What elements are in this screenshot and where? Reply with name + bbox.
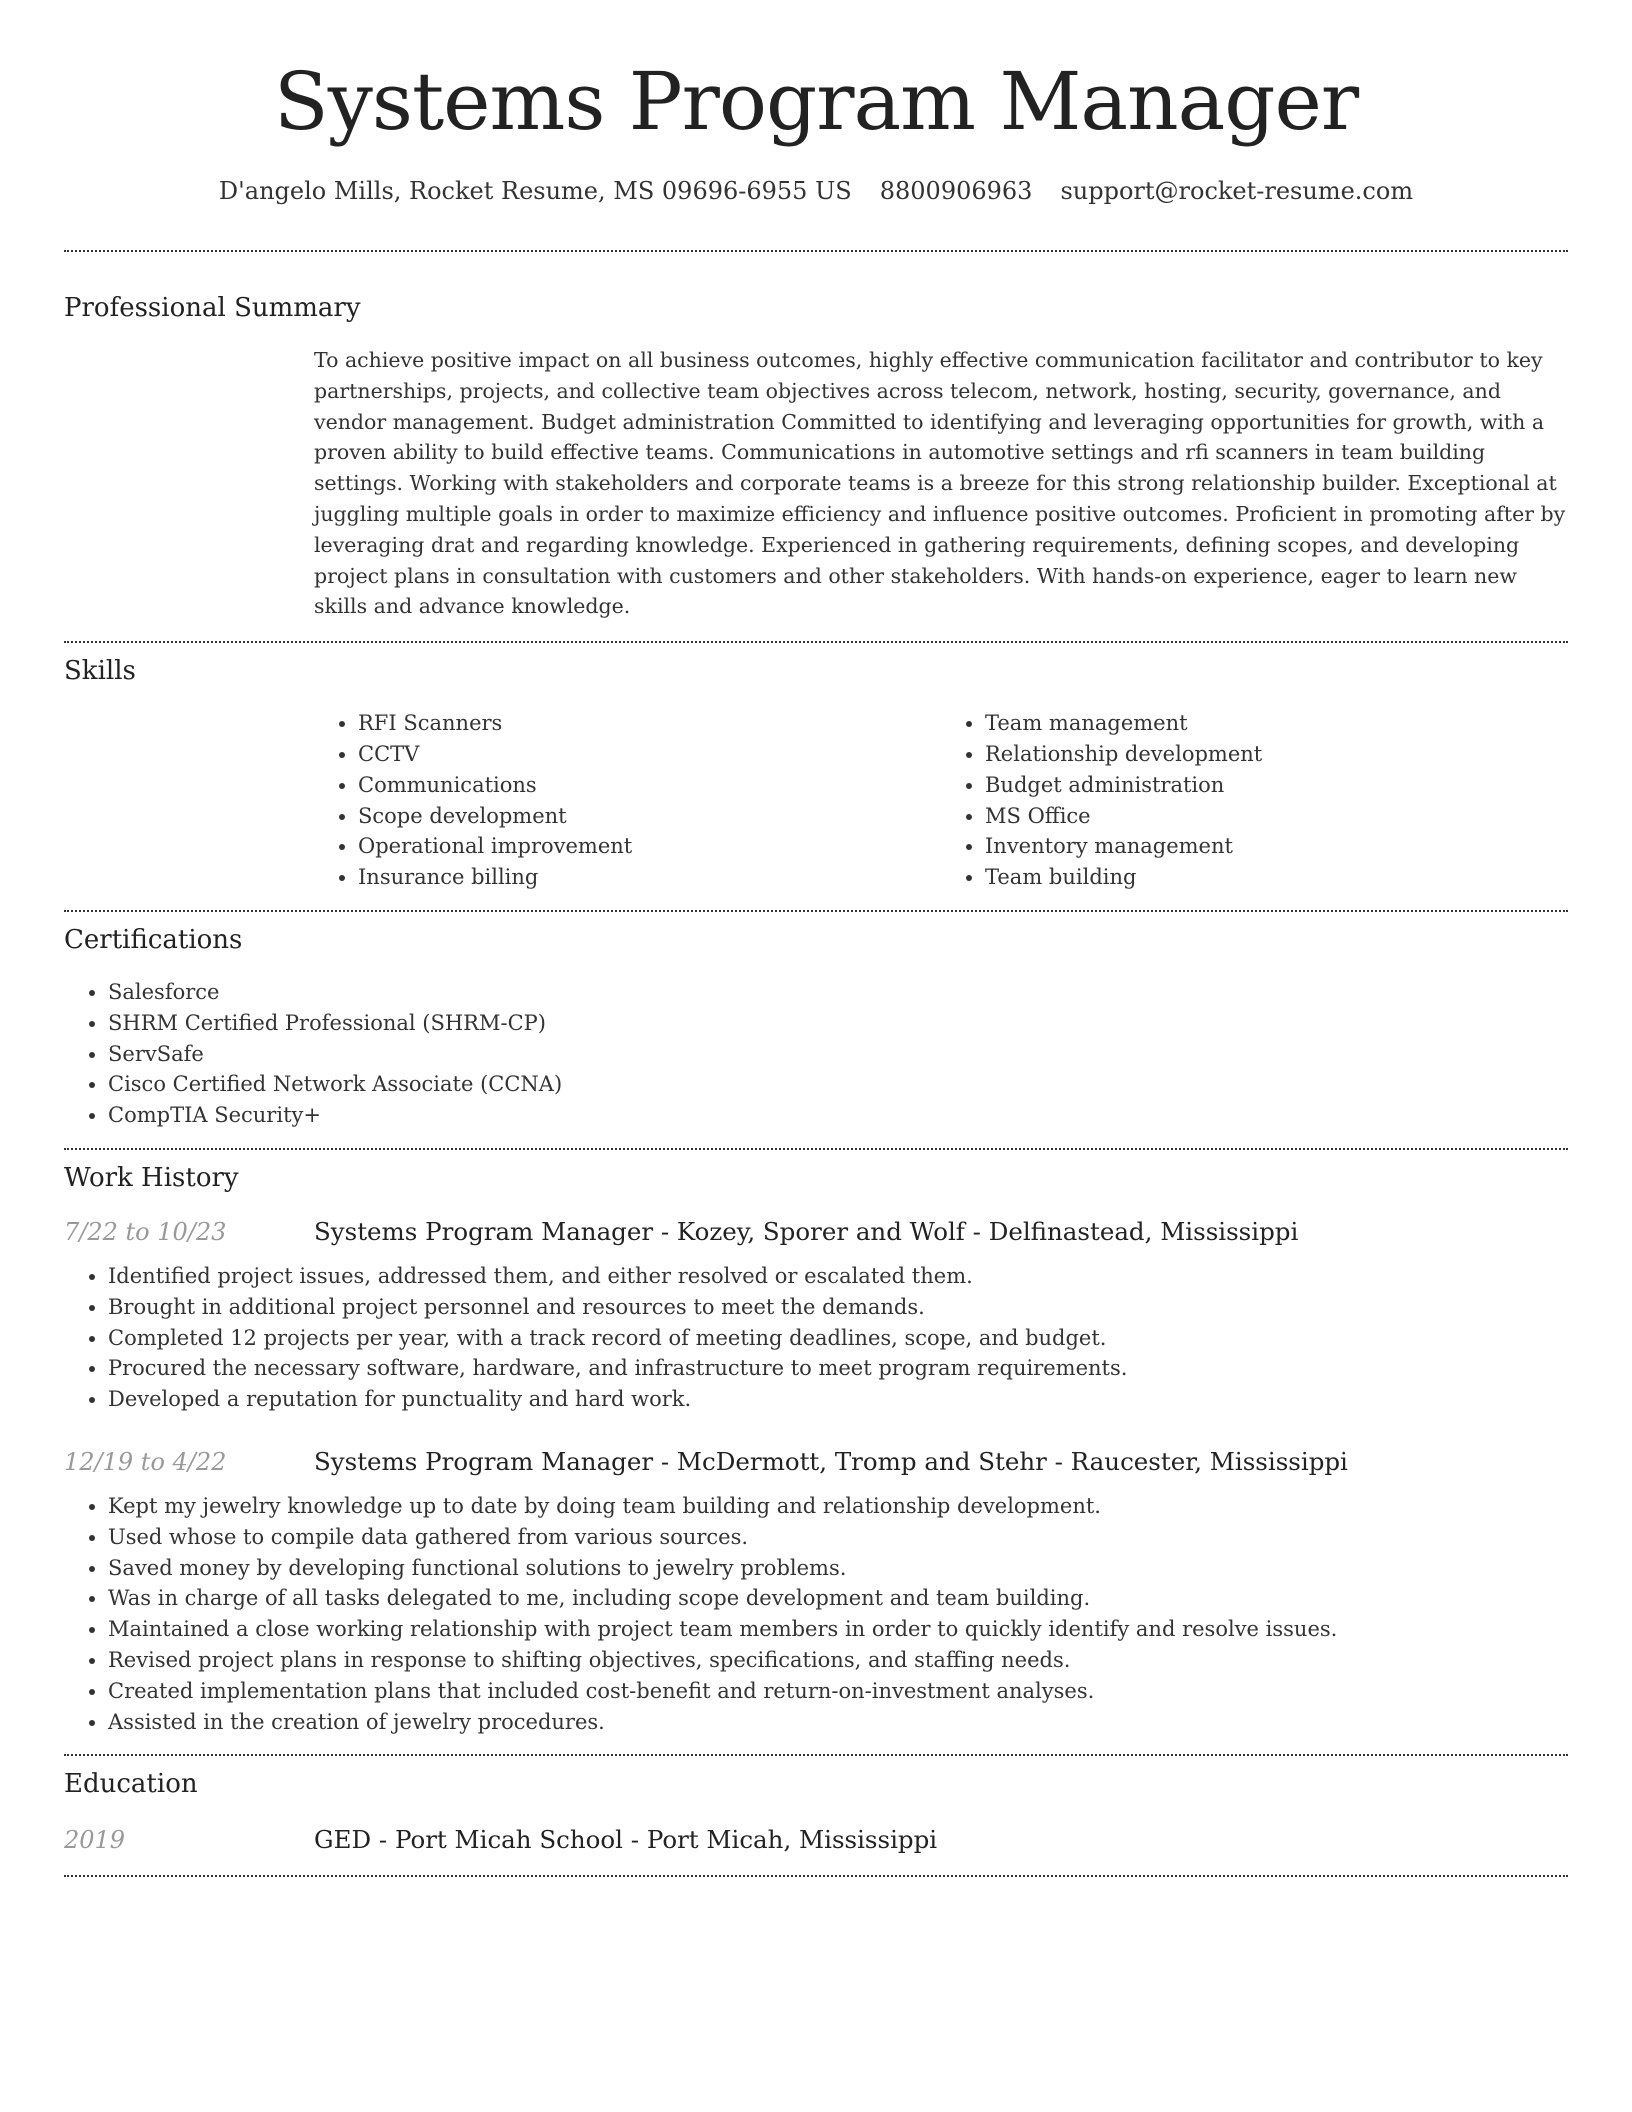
job-dates: 7/22 to 10/23 bbox=[64, 1217, 227, 1246]
job-bullet: • Assisted in the creation of jewelry procedures. bbox=[108, 1707, 1568, 1738]
skill-item: • RFI Scanners bbox=[358, 708, 941, 739]
job-header bbox=[64, 1445, 1568, 1479]
certification-item: • CompTIA Security+ bbox=[108, 1100, 1568, 1131]
work-history-heading: Work History bbox=[64, 1162, 239, 1193]
contact-line bbox=[64, 174, 1568, 208]
skill-item: • Relationship development bbox=[985, 739, 1568, 770]
summary-text: To achieve positive impact on all business outcomes, highly effective communication facilitator and contributor to key partnerships, projects, and collective team objectives across telecom, network, hosting, security, governance, and vendor management. Budget administration Committed to identifying and leveraging opportunities for growth, with a proven ability to build effective teams. Communications in automotive settings and rfi scanners in team building settings. Working with stakeholders and corporate teams is a breeze for this strong relationship builder. Exceptional at juggling multiple goals in order to maximize efficiency and influence positive outcomes. Proficient in promoting after by leveraging drat and regarding knowledge. Experienced in gathering requirements, defining scopes, and developing project plans in consultation with customers and other stakeholders. With hands-on experience, eager to learn new skills and advance knowledge. bbox=[314, 348, 1566, 619]
section-divider bbox=[64, 641, 1568, 643]
certification-item: • Salesforce bbox=[108, 977, 1568, 1008]
job-heading: Systems Program Manager - Kozey, Sporer and Wolf - Delfinastead, Mississippi bbox=[314, 1216, 1299, 1246]
skill-item: • MS Office bbox=[985, 801, 1568, 832]
job-bullets bbox=[64, 1491, 1568, 1737]
job-bullet: • Identified project issues, addressed them, and either resolved or escalated them. bbox=[108, 1261, 1568, 1292]
section-divider bbox=[64, 1754, 1568, 1756]
education-year: 2019 bbox=[64, 1826, 126, 1855]
job-bullet: • Maintained a close working relationship with project team members in order to quickly identify and resolve issues. bbox=[108, 1614, 1568, 1645]
skill-item: • Communications bbox=[358, 770, 941, 801]
section-divider bbox=[64, 1148, 1568, 1150]
section-divider bbox=[64, 1875, 1568, 1877]
skill-item: • Scope development bbox=[358, 801, 941, 832]
job-bullet: • Developed a reputation for punctuality and hard work. bbox=[108, 1384, 1568, 1415]
job-bullet: • Created implementation plans that included cost-benefit and return-on-investment analyses. bbox=[108, 1676, 1568, 1707]
skill-item: • Insurance billing bbox=[358, 862, 941, 893]
job-header bbox=[64, 1215, 1568, 1249]
skills-list bbox=[314, 708, 1568, 893]
certification-item: • Cisco Certified Network Associate (CCNA) bbox=[108, 1069, 1568, 1100]
resume-page bbox=[64, 0, 1568, 1877]
job-bullet: • Kept my jewelry knowledge up to date by doing team building and relationship development. bbox=[108, 1491, 1568, 1522]
skill-item: • Inventory management bbox=[985, 831, 1568, 862]
certification-item: • ServSafe bbox=[108, 1039, 1568, 1070]
skill-item: • Budget administration bbox=[985, 770, 1568, 801]
job-bullet: • Revised project plans in response to shifting objectives, specifications, and staffing needs. bbox=[108, 1645, 1568, 1676]
skills-column-left bbox=[314, 708, 941, 893]
job-heading: Systems Program Manager - McDermott, Tromp and Stehr - Raucester, Mississippi bbox=[314, 1446, 1348, 1476]
skills-heading: Skills bbox=[64, 656, 136, 687]
certifications-heading: Certifications bbox=[64, 924, 243, 955]
job-bullet: • Brought in additional project personnel and resources to meet the demands. bbox=[108, 1292, 1568, 1323]
skills-column-right bbox=[941, 708, 1568, 893]
job-entry bbox=[64, 1445, 1568, 1737]
job-bullet: • Procured the necessary software, hardware, and infrastructure to meet program requirements. bbox=[108, 1353, 1568, 1384]
skill-item: • Team management bbox=[985, 708, 1568, 739]
job-bullet: • Completed 12 projects per year, with a track record of meeting deadlines, scope, and budget. bbox=[108, 1323, 1568, 1354]
job-bullet: • Was in charge of all tasks delegated to me, including scope development and team building. bbox=[108, 1583, 1568, 1614]
education-heading-line: GED - Port Micah School - Port Micah, Mississippi bbox=[314, 1825, 938, 1855]
certifications-list bbox=[64, 977, 1568, 1131]
job-bullets bbox=[64, 1261, 1568, 1415]
certification-item: • SHRM Certified Professional (SHRM-CP) bbox=[108, 1008, 1568, 1039]
section-divider bbox=[64, 250, 1568, 252]
section-divider bbox=[64, 910, 1568, 912]
job-bullet: • Saved money by developing functional solutions to jewelry problems. bbox=[108, 1553, 1568, 1584]
candidate-name: Systems Program Manager bbox=[273, 55, 1359, 148]
contact-address: D'angelo Mills, Rocket Resume, MS 09696-6955 US bbox=[218, 177, 852, 205]
skill-item: • Team building bbox=[985, 862, 1568, 893]
education-heading: Education bbox=[64, 1769, 198, 1800]
education-entry bbox=[64, 1823, 1568, 1857]
job-dates: 12/19 to 4/22 bbox=[64, 1447, 227, 1476]
contact-phone: 8800906963 bbox=[879, 177, 1033, 205]
job-bullet: • Used whose to compile data gathered from various sources. bbox=[108, 1522, 1568, 1553]
job-entry bbox=[64, 1215, 1568, 1415]
skill-item: • CCTV bbox=[358, 739, 941, 770]
summary-heading: Professional Summary bbox=[64, 293, 361, 323]
contact-email: support@rocket-resume.com bbox=[1060, 177, 1414, 205]
skill-item: • Operational improvement bbox=[358, 831, 941, 862]
